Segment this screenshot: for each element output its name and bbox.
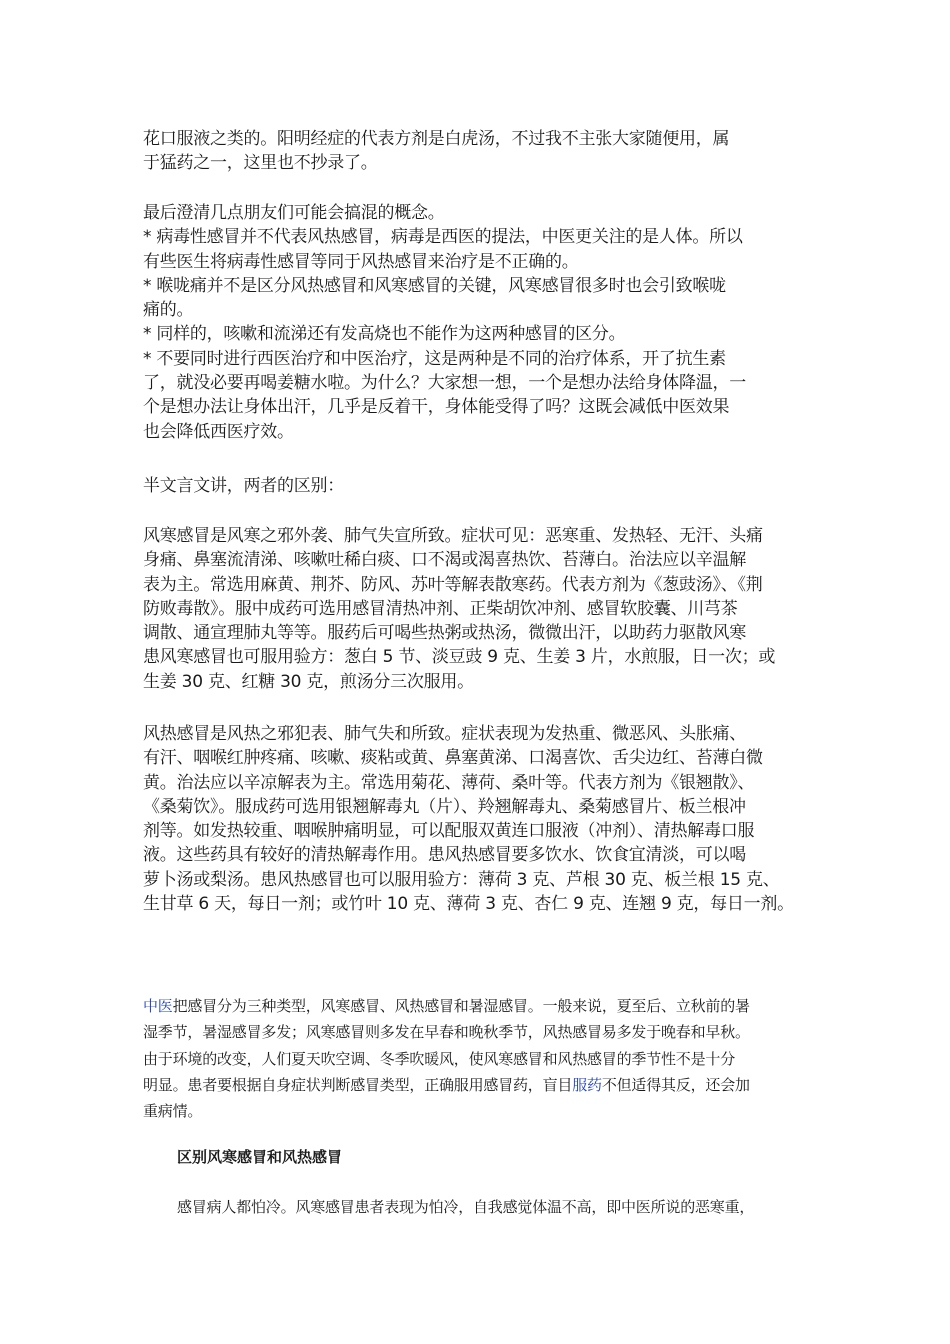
text-line: 黄。治法应以辛凉解表为主。常选用菊花、薄荷、桑叶等。代表方剂为《银翘散》、 (143, 772, 755, 793)
text-line: 有汗、咽喉红肿疼痛、咳嗽、痰粘或黄、鼻塞黄涕、口渴喜饮、舌尖边红、苔薄白微 (143, 748, 763, 769)
text-line: * 喉咙痛并不是区分风热感冒和风寒感冒的关键，风寒感冒很多时也会引致喉咙 (143, 275, 726, 296)
paragraph-intro-difference (143, 474, 833, 498)
text-line: 患风寒感冒也可服用验方：葱白 5 节、淡豆豉 9 克、生姜 3 片，水煎服，日一次；或 (143, 647, 776, 668)
paragraph-yangming (143, 127, 833, 176)
text-line: 个是想办法让身体出汗，几乎是反着干，身体能受得了吗？这既会减低中医效果 (143, 397, 730, 418)
text-line: 湿季节，暑湿感冒多发；风寒感冒则多发在早春和晚秋季节，风热感冒易多发于晚春和早秋。 (143, 1023, 750, 1042)
text-span: 不但适得其反，还会加 (601, 1075, 750, 1094)
paragraph-wind-heat (143, 722, 833, 916)
paragraph-wind-cold (143, 524, 833, 694)
section-heading: 区别风寒感冒和风热感冒 (177, 1148, 343, 1166)
link-medication[interactable]: 服药 (572, 1075, 602, 1094)
text-line: 重病情。 (143, 1102, 203, 1121)
text-line: 风热感冒是风热之邪犯表、肺气失和所致。症状表现为发热重、微恶风、头胀痛、 (143, 724, 746, 744)
paragraph-chills: 感冒病人都怕冷。风寒感冒患者表现为怕冷，自我感觉体温不高，即中医所说的恶寒重， (177, 1198, 755, 1216)
text-line: 生甘草 6 天，每日一剂；或竹叶 10 克、薄荷 3 克、杏仁 9 克、连翘 9 克，每日一剂。 (143, 894, 794, 915)
text-line: 痛的。 (143, 300, 194, 321)
text-span: 明显。患者要根据自身症状判断感冒类型，正确服用感冒药，盲目 (143, 1075, 573, 1094)
text-line: 生姜 30 克、红糖 30 克，煎汤分三次服用。 (143, 671, 474, 692)
text-line: 有些医生将病毒性感冒等同于风热感冒来治疗是不正确的。 (143, 251, 579, 272)
text-line: 花口服液之类的。阳明经症的代表方剂是白虎汤，不过我不主张大家随便用，属 (143, 129, 730, 149)
text-line: 液。这些药具有较好的清热解毒作用。患风热感冒要多饮水、饮食宜清淡，可以喝 (143, 845, 746, 866)
link-tcm[interactable]: 中医 (143, 997, 173, 1015)
text-line: 也会降低西医疗效。 (143, 421, 294, 442)
text-line: 半文言文讲，两者的区别： (143, 476, 344, 496)
text-line: 于猛药之一，这里也不抄录了。 (143, 153, 378, 174)
text-line: 身痛、鼻塞流清涕、咳嗽吐稀白痰、口不渴或渴喜热饮、苔薄白。治法应以辛温解 (143, 550, 746, 571)
paragraph-clarifications (143, 201, 833, 444)
text-line: * 不要同时进行西医治疗和中医治疗，这是两种是不同的治疗体系，开了抗生素 (143, 348, 726, 369)
text-line: 防败毒散》。服中成药可选用感冒清热冲剂、正柴胡饮冲剂、感冒软胶囊、川芎茶 (143, 598, 738, 619)
text-line: 剂等。如发热较重、咽喉肿痛明显，可以配服双黄连口服液（冲剂）、清热解毒口服 (143, 821, 755, 842)
text-line (143, 1072, 833, 1098)
text-line: 了，就没必要再喝姜糖水啦。为什么？大家想一想，一个是想办法给身体降温，一 (143, 373, 746, 394)
text-line (143, 993, 833, 1019)
text-line: * 病毒性感冒并不代表风热感冒，病毒是西医的提法，中医更关注的是人体。所以 (143, 227, 743, 248)
text-line: * 同样的，咳嗽和流涕还有发高烧也不能作为这两种感冒的区分。 (143, 324, 626, 345)
text-line: 《桑菊饮》。服成药可选用银翘解毒丸（片）、羚翘解毒丸、桑菊感冒片、板兰根冲 (143, 796, 746, 817)
text-line: 风寒感冒是风寒之邪外袭、肺气失宣所致。症状可见：恶寒重、发热轻、无汗、头痛 (143, 526, 763, 546)
text-line: 最后澄清几点朋友们可能会搞混的概念。 (143, 203, 445, 223)
paragraph-three-types (143, 993, 833, 1124)
text-line: 萝卜汤或梨汤。患风热感冒也可以服用验方：薄荷 3 克、芦根 30 克、板兰根 15 克、 (143, 869, 780, 890)
text-line: 调散、通宣理肺丸等等。服药后可喝些热粥或热汤，微微出汗，以助药力驱散风寒 (143, 623, 746, 644)
text-span: 把感冒分为三种类型，风寒感冒、风热感冒和暑湿感冒。一般来说，夏至后、立秋前的暑 (172, 997, 750, 1015)
text-line: 由于环境的改变，人们夏天吹空调、冬季吹暖风，使风寒感冒和风热感冒的季节性不是十分 (143, 1049, 736, 1068)
text-line: 表为主。常选用麻黄、荆芥、防风、苏叶等解表散寒药。代表方剂为《葱豉汤》、《荆 (143, 574, 763, 595)
